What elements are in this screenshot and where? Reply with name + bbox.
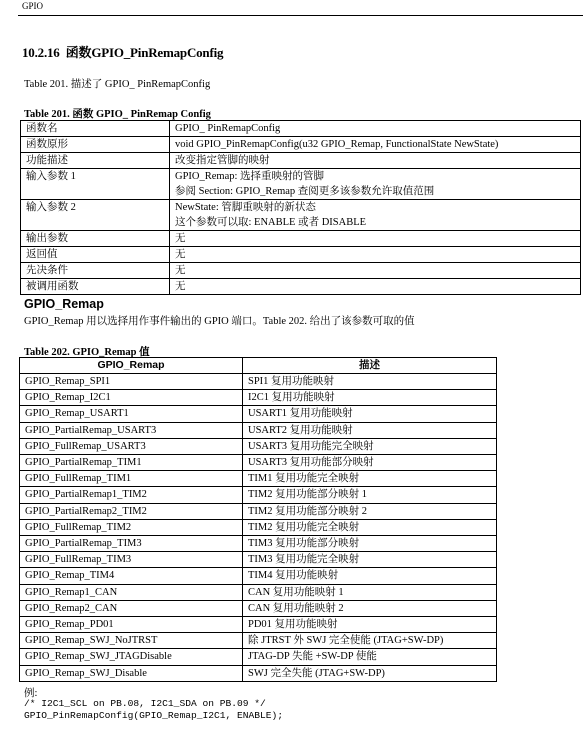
row-value <box>170 247 581 263</box>
row-key: 先决条件 <box>21 263 170 279</box>
row-value-line: void GPIO_PinRemapConfig(u32 GPIO_Remap, FunctionalState NewState) <box>175 139 499 150</box>
remap-constant: GPIO_PartialRemap2_TIM2 <box>20 503 243 519</box>
remap-constant: GPIO_PartialRemap_TIM3 <box>20 536 243 552</box>
remap-description: 除 JTRST 外 SWJ 完全使能 (JTAG+SW-DP) <box>243 633 497 649</box>
remap-description: I2C1 复用功能映射 <box>243 390 497 406</box>
table-row <box>21 279 581 295</box>
remap-description: PD01 复用功能映射 <box>243 617 497 633</box>
table-row <box>20 406 497 422</box>
remap-constant: GPIO_Remap_TIM4 <box>20 568 243 584</box>
row-key: 函数名 <box>21 121 170 137</box>
remap-constant: GPIO_Remap_USART1 <box>20 406 243 422</box>
row-value <box>170 169 581 200</box>
remap-constant: GPIO_FullRemap_TIM3 <box>20 552 243 568</box>
row-value <box>170 231 581 247</box>
remap-constant: GPIO_Remap1_CAN <box>20 584 243 600</box>
remap-description: TIM2 复用功能部分映射 1 <box>243 487 497 503</box>
table-row <box>21 137 581 153</box>
table-row <box>20 536 497 552</box>
remap-description: CAN 复用功能映射 1 <box>243 584 497 600</box>
param-title: GPIO_Remap <box>24 297 104 311</box>
remap-constant: GPIO_PartialRemap_USART3 <box>20 422 243 438</box>
column-header-remap: GPIO_Remap <box>20 358 243 374</box>
remap-constant: GPIO_Remap2_CAN <box>20 600 243 616</box>
remap-description: TIM1 复用功能完全映射 <box>243 471 497 487</box>
table-row <box>21 121 581 137</box>
row-value-line: 无 <box>175 281 186 292</box>
table-row <box>21 263 581 279</box>
example-code: /* I2C1_SCL on PB.08, I2C1_SDA on PB.09 */ GPIO_PinRemapConfig(GPIO_Remap_I2C1, ENABLE); <box>24 698 284 721</box>
table-202-caption: Table 202. GPIO_Remap 值 <box>24 347 150 358</box>
running-header: GPIO <box>22 1 44 11</box>
remap-constant: GPIO_Remap_SWJ_Disable <box>20 665 243 681</box>
param-description: GPIO_Remap 用以选择用作事件输出的 GPIO 端口。Table 202. 给出了该参数可取的值 <box>24 316 415 327</box>
remap-description: USART3 复用功能完全映射 <box>243 438 497 454</box>
table-row <box>21 231 581 247</box>
row-value <box>170 121 581 137</box>
remap-description: CAN 复用功能映射 2 <box>243 600 497 616</box>
table-row <box>20 455 497 471</box>
table-row <box>20 487 497 503</box>
table-row <box>20 503 497 519</box>
remap-description: TIM3 复用功能完全映射 <box>243 552 497 568</box>
remap-constant: GPIO_FullRemap_USART3 <box>20 438 243 454</box>
remap-constant: GPIO_PartialRemap_TIM1 <box>20 455 243 471</box>
column-header-description: 描述 <box>243 358 497 374</box>
remap-description: USART1 复用功能映射 <box>243 406 497 422</box>
table-row <box>21 153 581 169</box>
row-key: 功能描述 <box>21 153 170 169</box>
row-value <box>170 137 581 153</box>
section-intro: Table 201. 描述了 GPIO_ PinRemapConfig <box>24 79 211 90</box>
section-title <box>22 42 223 61</box>
section-number: 10.2.16 <box>22 45 60 60</box>
table-201-caption: Table 201. 函数 GPIO_ PinRemap Config <box>24 109 211 120</box>
remap-description: TIM4 复用功能映射 <box>243 568 497 584</box>
row-value-line: 无 <box>175 265 186 276</box>
remap-constant: GPIO_Remap_I2C1 <box>20 390 243 406</box>
table-row <box>20 633 497 649</box>
header-rule <box>18 15 583 16</box>
table-row <box>20 552 497 568</box>
table-row <box>20 374 497 390</box>
remap-description: JTAG-DP 失能 +SW-DP 使能 <box>243 649 497 665</box>
table-row <box>20 649 497 665</box>
section-heading: 函数GPIO_PinRemapConfig <box>65 45 224 60</box>
row-value-line: GPIO_ PinRemapConfig <box>175 123 281 134</box>
table-row <box>20 438 497 454</box>
row-value-line: 无 <box>175 249 186 260</box>
remap-constant: GPIO_FullRemap_TIM1 <box>20 471 243 487</box>
table-row <box>21 200 581 231</box>
remap-constant: GPIO_FullRemap_TIM2 <box>20 519 243 535</box>
table-row <box>20 471 497 487</box>
remap-description: TIM3 复用功能部分映射 <box>243 536 497 552</box>
table-row <box>21 247 581 263</box>
row-value <box>170 200 581 231</box>
row-value-line: NewState: 管脚重映射的新状态 <box>175 202 316 213</box>
row-value <box>170 279 581 295</box>
remap-constant: GPIO_PartialRemap1_TIM2 <box>20 487 243 503</box>
row-key: 返回值 <box>21 247 170 263</box>
remap-description: SPI1 复用功能映射 <box>243 374 497 390</box>
remap-constant: GPIO_Remap_PD01 <box>20 617 243 633</box>
table-row <box>20 584 497 600</box>
row-key: 函数原形 <box>21 137 170 153</box>
table-row <box>21 169 581 200</box>
row-key: 输出参数 <box>21 231 170 247</box>
remap-constant: GPIO_Remap_SWJ_JTAGDisable <box>20 649 243 665</box>
remap-values-table <box>19 357 497 682</box>
row-key: 输入参数 1 <box>21 169 170 200</box>
remap-description: TIM2 复用功能完全映射 <box>243 519 497 535</box>
remap-constant: GPIO_Remap_SWJ_NoJTRST <box>20 633 243 649</box>
remap-description: TIM2 复用功能部分映射 2 <box>243 503 497 519</box>
remap-description: USART2 复用功能映射 <box>243 422 497 438</box>
table-row <box>20 617 497 633</box>
row-value-line: 无 <box>175 233 186 244</box>
example-label: 例: <box>24 688 38 699</box>
row-value-line: 改变指定管脚的映射 <box>175 155 270 166</box>
table-row <box>20 665 497 681</box>
row-value-line: 这个参数可以取: ENABLE 或者 DISABLE <box>175 217 367 228</box>
function-table <box>20 120 581 295</box>
table-row <box>20 422 497 438</box>
row-key: 被调用函数 <box>21 279 170 295</box>
table-row <box>20 390 497 406</box>
table-header-row <box>20 358 497 374</box>
table-row <box>20 568 497 584</box>
remap-description: SWJ 完全失能 (JTAG+SW-DP) <box>243 665 497 681</box>
table-row <box>20 519 497 535</box>
remap-description: USART3 复用功能部分映射 <box>243 455 497 471</box>
row-value-line: GPIO_Remap: 选择重映射的管脚 <box>175 171 325 182</box>
row-value-line: 参阅 Section: GPIO_Remap 查阅更多该参数允许取值范围 <box>175 186 435 197</box>
row-value <box>170 263 581 279</box>
table-row <box>20 600 497 616</box>
remap-constant: GPIO_Remap_SPI1 <box>20 374 243 390</box>
row-key: 输入参数 2 <box>21 200 170 231</box>
row-value <box>170 153 581 169</box>
